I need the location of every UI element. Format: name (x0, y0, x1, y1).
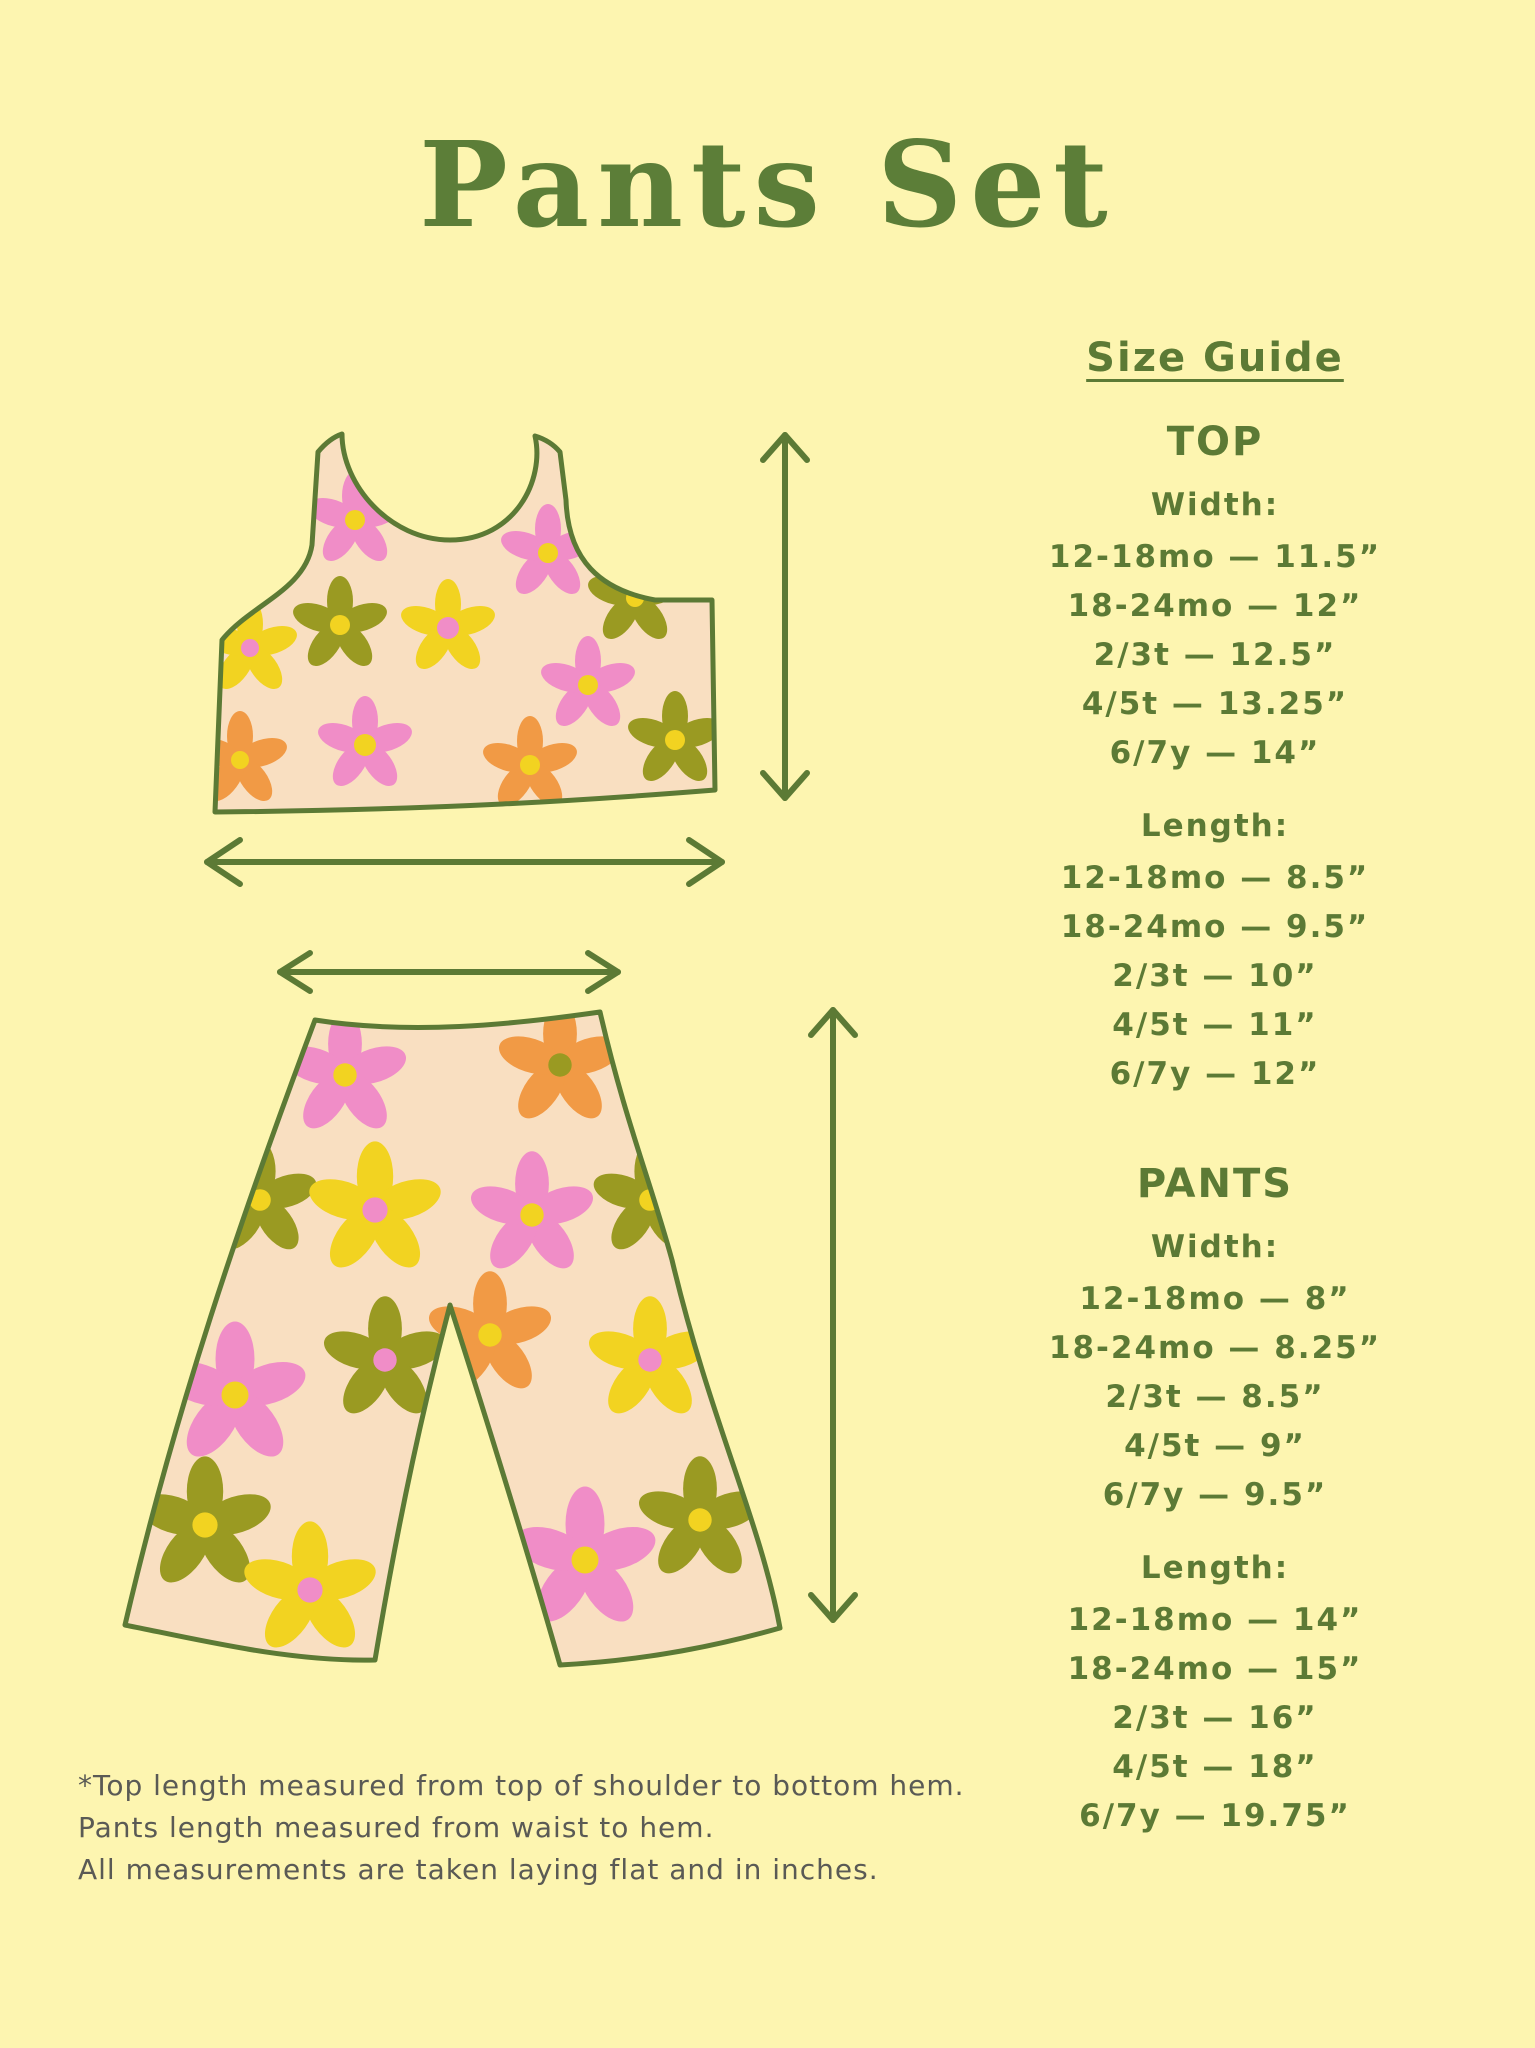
top-length-row: 18-24mo — 9.5” (1060, 909, 1370, 945)
top-width-row: 4/5t — 13.25” (1081, 686, 1349, 722)
pants-length-row: 6/7y — 19.75” (1079, 1798, 1351, 1834)
top-length-row: 12-18mo — 8.5” (1060, 860, 1370, 896)
pants-length-arrow-icon (811, 1010, 855, 1620)
top-length-row: 2/3t — 10” (1112, 958, 1318, 994)
size-guide-heading: Size Guide (1086, 335, 1344, 381)
pants-width-row: 6/7y — 9.5” (1102, 1477, 1328, 1513)
top-length-row: 6/7y — 12” (1109, 1056, 1321, 1092)
pants-length-row: 18-24mo — 15” (1067, 1651, 1363, 1687)
pants-width-arrow-icon (280, 953, 618, 991)
top-width-row: 6/7y — 14” (1109, 735, 1321, 771)
page-title: Pants Set (419, 115, 1116, 254)
note-line: Pants length measured from waist to hem. (78, 1811, 715, 1844)
floral-tank-top-illustration (189, 434, 725, 812)
pants-length-row: 12-18mo — 14” (1067, 1602, 1363, 1638)
top-width-arrow-icon (207, 840, 722, 884)
note-line: All measurements are taken laying flat and in inches. (78, 1853, 879, 1886)
pants-length-row: 2/3t — 16” (1112, 1700, 1318, 1736)
top-width-label: Width: (1150, 487, 1280, 523)
measurement-notes (78, 1765, 965, 1891)
top-width-row: 12-18mo — 11.5” (1048, 539, 1382, 575)
note-line: *Top length measured from top of shoulder to bottom hem. (78, 1769, 965, 1802)
pants-width-row: 18-24mo — 8.25” (1048, 1330, 1382, 1366)
top-length-arrow-icon (763, 435, 807, 798)
pants-width-label: Width: (1150, 1229, 1280, 1265)
top-length-label: Length: (1140, 808, 1290, 844)
top-section-title: TOP (1166, 419, 1264, 465)
top-width-row: 2/3t — 12.5” (1093, 637, 1337, 673)
pants-width-row: 4/5t — 9” (1124, 1428, 1306, 1464)
pants-section-title: PANTS (1136, 1161, 1294, 1207)
pants-length-label: Length: (1140, 1550, 1290, 1586)
size-guide (1030, 335, 1400, 1841)
floral-wide-leg-pants-illustration (125, 1001, 780, 1665)
pants-length-row: 4/5t — 18” (1112, 1749, 1318, 1785)
top-length-row: 4/5t — 11” (1112, 1007, 1318, 1043)
pants-width-row: 2/3t — 8.5” (1105, 1379, 1325, 1415)
top-width-row: 18-24mo — 12” (1067, 588, 1363, 624)
pants-width-row: 12-18mo — 8” (1079, 1281, 1351, 1317)
